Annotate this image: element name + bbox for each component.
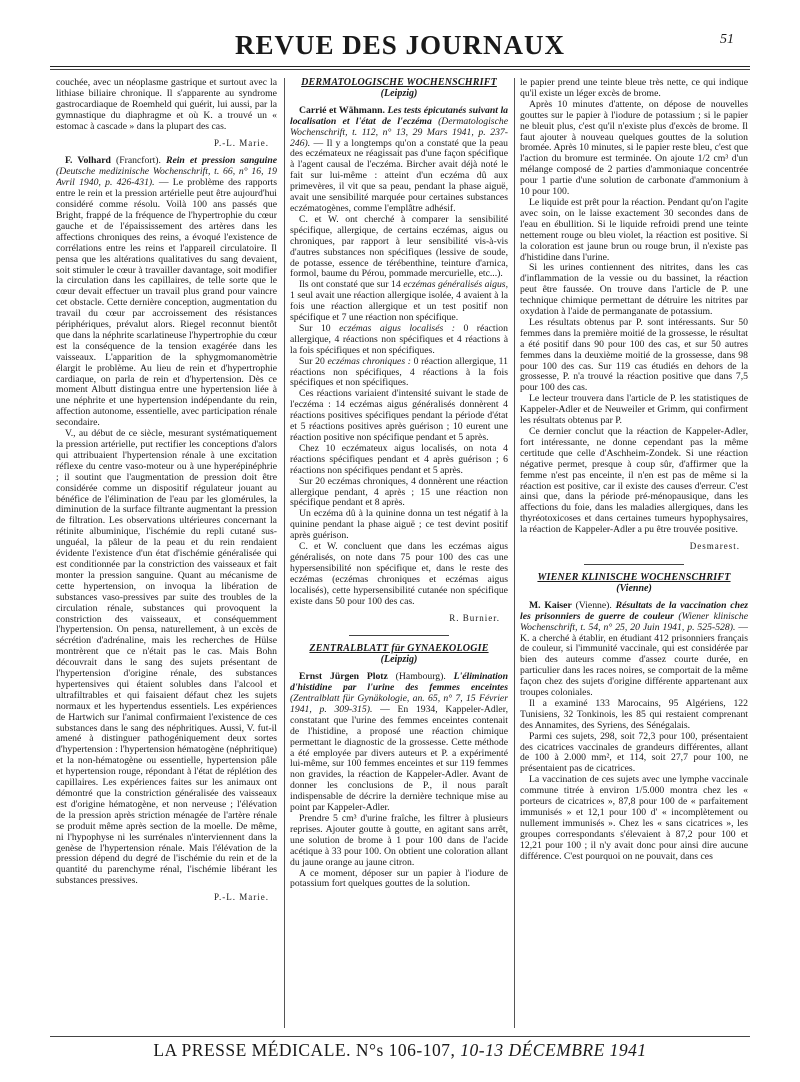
paragraph: Sur 20 eczémas chroniques : 0 réaction allergique, 11 réactions non spécifiques, 4 réactions à la fois spécifiques et non spécifiques. bbox=[290, 355, 508, 389]
paragraph: C. et W. concluent que dans les eczémas aigus généralisés, on note dans 75 pour 100 des cas une hypersensibilité non spécifique et, dans le reste des eczémas (eczémas chroniques et eczémas aigus localisés), cette hypersensibilité cutanée non spécifique existe dans 50 pour 100 des cas. bbox=[290, 541, 508, 607]
paragraph: Prendre 5 cm³ d'urine fraîche, les filtrer à plusieurs reprises. Ajouter goutte à goutte, en agitant sans arrêt, une solution de brome à 1 pour 100 dans de l'acide acétique à 33 pour 100. On obtient une coloration allant du jaune orange au jaune citron. bbox=[290, 813, 508, 868]
page-number: 51 bbox=[720, 32, 734, 47]
header-rule bbox=[50, 66, 750, 70]
article-city: (Hambourg). bbox=[395, 671, 446, 683]
paragraph: Les résultats obtenus par P. sont intéressants. Sur 50 femmes dans la première moitié de la grossesse, le résultat a été positif dans 90 pour 100 des cas, et sur 50 autres femmes dans la deuxième moitié de la grossesse, dans 98 pour 100 des cas. Sur 119 cas étudiés en dehors de la grossesse, P. n'a trouvé la réaction positive que dans 7,5 pour 100 des cas. bbox=[520, 316, 748, 394]
paragraph: Le liquide est prêt pour la réaction. Pendant qu'on l'agite avec soin, on le laisse exactement 30 secondes dans de l'eau en ébullition. Si le liquide refroidi prend une teinte nettement rouge ou bleu violet, la réaction est positive. Si la coloration est jaune brun ou rouge brun, il n'existe pas d'histidine dans l'urine. bbox=[520, 196, 748, 263]
paragraph: Sur 10 eczémas aigus localisés : 0 réaction allergique, 4 réactions non spécifiques et 4 réactions à la fois spécifiques et non spécifiques. bbox=[290, 322, 508, 356]
article-author: F. Volhard bbox=[65, 155, 111, 167]
paragraph: Parmi ces sujets, 298, soit 72,3 pour 100, présentaient des cicatrices vaccinales de grandeurs différentes, allant de 100 à 2.000 mm², et 114, soit 27,7 pour 100, ne présentaient pas de cicatrices. bbox=[520, 730, 748, 775]
article-kaiser bbox=[520, 601, 748, 699]
paragraph: Ce dernier conclut que la réaction de Kappeler-Adler, fort intéressante, ne donne cependant pas la même certitude que celle d'Aschheim-Zondek. Si une réaction négative permet, presque à coup sûr, d'affirmer que la femme n'est pas enceinte, il n'en est pas de même si la réaction est positive, car il existe des causes d'erreur. C'est ainsi que, dans la période pré-ménopausique, dans les affections du foie, dans les maladies allergiques, dans les thyréotoxicoses et dans certaines tumeurs hypophysaires, la réaction de Kappeler-Adler a pu être trouvée positive. bbox=[520, 426, 748, 536]
paragraph: A ce moment, déposer sur un papier à l'iodure de potassium fort quelques gouttes de la solution. bbox=[290, 867, 508, 890]
paragraph: Chez 10 eczémateux aigus localisés, on nota 4 réactions spécifiques pendant et 4 après guérison ; 6 réactions non spécifiques pendant et 5 après. bbox=[290, 442, 508, 476]
article-body: — K. a cherché à établir, en étudiant 412 prisonniers français de couleur, si l'immunité vaccinale, qui est considérée par bien des auteurs comme d'assez courte durée, en particulier dans les races noires, se comportait de la même façon chez des sujets d'origine différente appartenant aux troupes coloniales. bbox=[520, 621, 748, 699]
paragraph: Il a examiné 133 Marocains, 95 Algériens, 122 Tunisiens, 32 Tonkinois, les 85 qui restaient comprenant des Annamites, des Syriens, des Sénégalais. bbox=[520, 697, 748, 731]
article-body: — En 1934, Kappeler-Adler, constatant que l'urine des femmes enceintes contenait de l'histidine, a proposé une réaction chimique permettant le diagnostic de la grossesse. Cette méthode a été employée par divers auteurs et P. a expérimenté lui-même, sur 100 femmes enceintes et sur 119 femmes non gravides, la réaction de Kappeler-Adler. Avant de donner les conclusions de P., il nous paraît indispensable de décrire la dernière technique mise au point par Kappeler-Adler. bbox=[290, 703, 508, 814]
section-rule bbox=[584, 564, 684, 565]
article-source: (Dermatologische Wochenschrift, t. 112, n° 13, 29 Mars 1941, p. 237-246). bbox=[290, 115, 508, 149]
paragraph: Sur 20 eczémas chroniques, 4 donnèrent une réaction allergique pendant, 4 après ; 15 une réaction non spécifique pendant et 8 après. bbox=[290, 475, 508, 509]
article-author: Carrié et Wähmann. bbox=[299, 104, 385, 116]
footer-journal: LA PRESSE MÉDICALE. bbox=[153, 1040, 351, 1060]
article-signature: P.-L. Marie. bbox=[214, 892, 269, 903]
column-1 bbox=[56, 78, 277, 1036]
paragraph: Le lecteur trouvera dans l'article de P. les statistiques de Kappeler-Adler et de Neuweiler et Grimm, qui confirment les résultats obtenus par P. bbox=[520, 393, 748, 427]
article-title: L'élimination d'histidine par l'urine des femmes enceintes bbox=[290, 671, 508, 694]
article-signature: R. Burnier. bbox=[449, 612, 500, 623]
paragraph: Ils ont constaté que sur 14 eczémas généralisés aigus, 1 seul avait une réaction allergique isolée, 4 avaient à la fois une réaction allergique et un test positif non spécifique et 7 une réaction non spécifique. bbox=[290, 279, 508, 324]
section-rule bbox=[349, 635, 449, 636]
article-city: (Vienne). bbox=[575, 599, 612, 611]
footer-issue: N°s 106-107, bbox=[355, 1040, 456, 1060]
paragraph: Ces réactions variaient d'intensité suivant le stade de l'eczéma : 14 eczémas aigus généralisés donnèrent 4 réactions positives spécifiques pendant la période d'état et 5 réactions positives après guérison ; 10 eurent une réaction positive non spécifique pendant et 5 après. bbox=[290, 388, 508, 443]
paragraph: C. et W. ont cherché à comparer la sensibilité spécifique, allergique, de certains eczémas, aigus ou chroniques, par rapport à leur sensibilité vis-à-vis d'autres substances non spécifiques (lessive de soude, de potasse, essence de térébenthine, teinture d'arnica, formol, baume du Pérou, pommade mercurielle, etc...). bbox=[290, 213, 508, 280]
article-source: (Deutsche medizinische Wochenschrift, t. 66, n° 16, 19 Avril 1940, p. 426-431). bbox=[56, 166, 277, 189]
article-author: Ernst Jürgen Plotz bbox=[299, 671, 388, 683]
article-volhard bbox=[56, 156, 277, 429]
column-divider-1 bbox=[284, 78, 285, 1028]
article-source: (Zentralblatt für Gynäkologie, an. 65, n° 7, 15 Février 1941, p. 309-315). bbox=[290, 693, 508, 715]
article-carrie bbox=[290, 106, 508, 215]
paragraph: Un eczéma dû à la quinine donna un test négatif à la quinine pendant la phase aiguë ; ce test devint positif après guérison. bbox=[290, 508, 508, 542]
footer-rule bbox=[50, 1036, 750, 1037]
article-paragraph-2: V., au début de ce siècle, mesurant systématiquement la pression artérielle, put rectifier les conceptions d'alors qui attribuaient l'hypertension rénale à une excitation réflexe du centre vaso-moteur ou à une hyperépinéphrie ; il soutint que l'augmentation de pression doit être considérée comme un dispositif régulateur jouant au bénéfice de l'élimination de l'eau par les glomérules, la diminution de la surface filtrante augmentant la pression de filtration. Les observations ultérieures concernant la rétinite albuminique, l'ischémie du repli cutané sus-unguéal, la pâleur de la peau et du rein rendaient évidente l'existence d'un état d'ischémie généralisée qui est conditionnée par la constriction des vaisseaux et fait monter la pression sanguine. Quant au mécanisme de cette hypertension, on invoqua la libération de substances vaso-pressives par suite des troubles de la circulation rénale, substances qui provoquent la constriction des vaisseaux, et conséquemment l'hypertension. On pensa, naturellement, à un excès de sécrétion d'adrénaline, mais les recherches de Hülse montrèrent que ce n'était pas le cas. Mais Bohn découvrait dans le sang des sujets présentant de l'hypertension d'origine rénale, des substances hypertensives qui étaient solubles dans l'alcool et ultrafiltrables et qui faisaient défaut chez les sujets normaux et les hypertendus essentiels. Les expériences de Hartwich sur l'animal confirmaient l'existence de ces substances dans le sang des néphritiques. Aussi, V. fut-il amené à distinguer pathogéniquement deux sortes d'hypertension : l'hypertension hématogène (néphritique) et la non-hématogène ou essentielle, hypertension pâle et hypertension rouge, répondant à l'état de réplétion des capillaires. Les expériences faites sur les animaux ont démontré que la constriction généralisée des vaisseaux est d'origine hématogène, et non nerveuse ; l'élévation de la pression après striction ménagée de l'artère rénale se produit même après section de la moelle. De même, ni l'hypophyse ni les surrénales n'interviennent dans la genèse de l'hypertension rénale. Mais l'élévation de la pression dépend du degré de l'ischémie du rein et de la quantité du parenchyme rénal, l'ischémie libérant les substances pressives. bbox=[56, 428, 277, 887]
article-title: Résultats de la vaccination chez les prisonniers de guerre de couleur bbox=[520, 599, 748, 622]
paragraph: Après 10 minutes d'attente, on dépose de nouvelles gouttes sur le papier à l'iodure de potassium ; si le papier ne bleuit plus, c'est qu'il n'existe plus d'excès de brome. Il faut ajouter à nouveau quelques gouttes de la solution bromée. Après 10 minutes, si le papier reste bleu, c'est que l'action du bromure est terminée. On ajoute 1/2 cm³ d'un mélange composé de 2 parties d'ammoniaque concentrée pour 1 partie d'une solution de carbonate d'ammonium à 10 pour 100. bbox=[520, 98, 748, 198]
paragraph: La vaccination de ces sujets avec une lymphe vaccinale commune titrée à environ 1/5.000 montra chez les « porteurs de cicatrices », 87,8 pour 100 de « parfaitement immunisés » et 12,1 pour 100 d' « incomplètement ou nullement immunisés ». Chez les « sans cicatrices », les groupes correspondants s'élevaient à 87,2 pour 100 et 12,21 pour 100 ; il n'y avait donc pour ainsi dire aucune différence. C'est pourquoi on ne pouvait, dans ces bbox=[520, 774, 748, 862]
intro-paragraph: couchée, avec un néoplasme gastrique et surtout avec la lithiase biliaire chronique. Il s'apparente au syndrome gastrocardiaque de Roemheld qui guérit, lui aussi, par la gymnastique du diaphragme et où K. a trouvé un « estomac à cascade » dans la plupart des cas. bbox=[56, 78, 277, 132]
article-title: Rein et pression sanguine bbox=[165, 155, 277, 167]
column-3 bbox=[520, 78, 748, 1036]
column-divider-2 bbox=[514, 78, 515, 1028]
article-signature: Desmarest. bbox=[689, 541, 740, 552]
column-2 bbox=[290, 78, 508, 1036]
paragraph: Si les urines contiennent des nitrites, dans les cas d'inflammation de la vessie ou du bassinet, la réaction peut être faussée. On trouve dans l'article de P. une technique chimique permettant de détruire les nitrites par oxydation à l'aide de permanganate de potassium. bbox=[520, 262, 748, 318]
journal-city-leipzig-1: (Leipzig) bbox=[380, 87, 418, 99]
journal-heading-zentralblatt: ZENTRALBLATT für GYNAEKOLOGIE bbox=[309, 643, 489, 655]
journal-title: REVUE DES JOURNAUX bbox=[234, 30, 566, 60]
article-body: — Il y a longtemps qu'on a constaté que la peau des eczémateux ne réagissait pas d'une façon spécifique à l'agent causal de l'eczéma. Bircher avait déjà noté le fait sur lui-même : atteint d'un eczéma dû aux primevères, il vit que sa peau, pendant la phase aiguë, avait une sensibilité marquée pour certaines substances eczématogènes, comme l'emplâtre adhésif. bbox=[290, 137, 508, 214]
article-body: — Le problème des rapports entre le rein et la pression artérielle peut être aujourd'hui considéré comme résolu. Voilà 100 ans passés que Bright, frappé de la fréquence de l'hypertrophie du cœur gauche et de l'épaississement des artères dans les affections chroniques des reins, a évoqué l'existence de corrélations entre les reins et l'appareil circulatoire. Il pensa que les altérations qualitatives du sang devaient, soit stimuler le cœur à travailler davantage, soit modifier la circulation dans les capillaires, de telle sorte que le cœur devait effectuer un travail plus grand pour vaincre cet obstacle. Cette dernière conception, augmentation du travail du cœur par accroissement des résistances périphériques, prévalut alors. Riegel reconnut bientôt que dans la néphrite scarlatineuse l'hypertrophie du cœur est la conséquence de la tension exagérée dans les vaisseaux. L'apparition de la sphygmomanomètrie élargit le problème. Au lieu de rein et d'hypertrophie cardiaque, on parla de rein et d'hypertension. Dès ce moment Albutt distingua entre une hypertension liée à une néphrite et une hypertension indépendante du rein, affection autonome, essentielle, avec participation rénale secondaire. bbox=[56, 177, 277, 429]
article-city: (Francfort). bbox=[115, 155, 161, 167]
intro-signature: P.-L. Marie. bbox=[214, 137, 269, 148]
article-author: M. Kaiser bbox=[529, 599, 572, 611]
footer-dates: 10-13 DÉCEMBRE 1941 bbox=[460, 1040, 647, 1060]
article-title: Les tests épicutanés suivant la localisation et l'état de l'eczéma bbox=[290, 104, 508, 127]
article-plotz bbox=[290, 672, 508, 814]
footer bbox=[0, 1040, 800, 1061]
article-source: (Wiener klinische Wochenschrift, t. 54, n° 25, 20 Juin 1941, p. 525-528). bbox=[520, 610, 748, 633]
journal-heading-dermatologische: DERMATOLOGISCHE WOCHENSCHRIFT bbox=[301, 78, 497, 88]
paragraph: le papier prend une teinte bleue très nette, ce qui indique qu'il existe un léger excès de brome. bbox=[520, 78, 748, 99]
journal-heading-wiener: WIENER KLINISCHE WOCHENSCHRIFT bbox=[537, 571, 731, 583]
journal-city-vienne: (Vienne) bbox=[616, 582, 652, 594]
journal-city-leipzig-2: (Leipzig) bbox=[380, 654, 418, 666]
